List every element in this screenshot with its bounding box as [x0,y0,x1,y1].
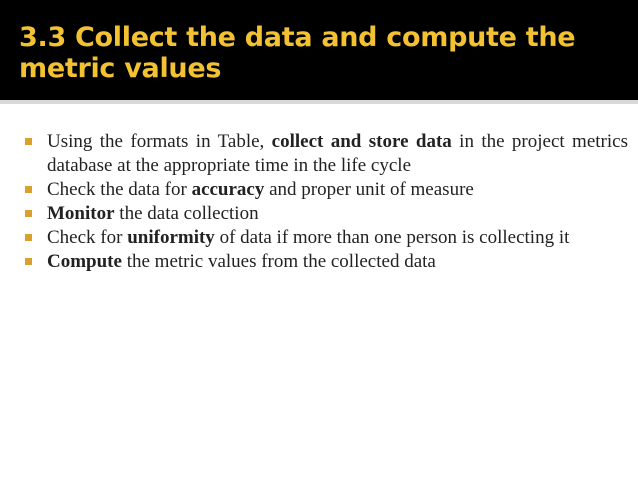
bullet-text: Check the data for [47,179,192,200]
slide-title: 3.3 Collect the data and compute the metric values [19,22,576,84]
bullet-emphasis: accuracy [191,179,265,200]
bullet-emphasis: Monitor [47,203,115,224]
title-bar [0,0,638,100]
bullet-item [25,130,628,178]
bullet-item [25,250,628,274]
bullet-text: Check for [47,227,128,248]
bullet-text: the data collection [114,203,259,224]
bullet-text: the metric values from the collected data [121,251,436,272]
square-bullet-icon [25,234,32,241]
bullet-emphasis: Compute [47,251,122,272]
bullet-list [25,130,628,274]
bullet-text: of data if more than one person is collecting it [214,227,570,248]
bullet-text: in the project metrics database at the appropriate time in the life cycle [47,131,628,176]
bullet-text: Using the formats in Table, [47,131,272,152]
square-bullet-icon [25,138,32,145]
bullet-item [25,178,628,202]
square-bullet-icon [25,210,32,217]
bullet-text: and proper unit of measure [264,179,474,200]
bullet-emphasis: collect and store data [271,131,452,152]
square-bullet-icon [25,186,32,193]
square-bullet-icon [25,258,32,265]
bullet-item [25,226,628,250]
bullet-emphasis: uniformity [127,227,215,248]
title-divider [0,100,638,104]
bullet-item [25,202,628,226]
